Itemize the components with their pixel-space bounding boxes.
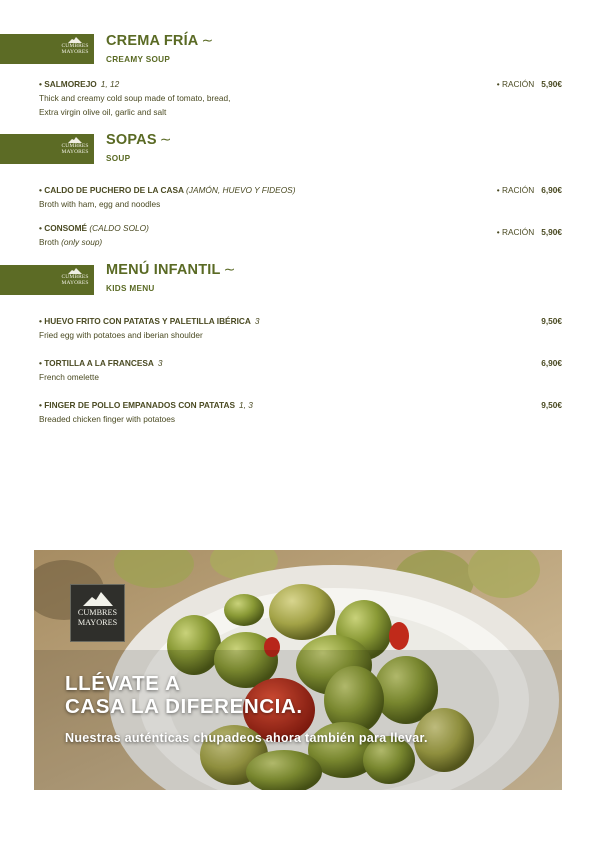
menu-item-price: 6,90€	[541, 358, 562, 368]
brand-logo-icon: CUMBRES MAYORES	[58, 136, 92, 162]
promo-text: Nuestras auténticas chupadeos ahora también para llevar.	[65, 731, 428, 745]
tilde-ornament-icon: ∼	[159, 131, 172, 147]
brand-logo-bar	[0, 265, 94, 295]
menu-item-description: Breaded chicken finger with potatoes	[39, 414, 176, 424]
menu-item-name: • CONSOMÉ (CALDO SOLO)	[39, 223, 149, 233]
menu-item-price: 9,50€	[541, 316, 562, 326]
promo-banner	[34, 550, 562, 790]
menu-item-description: Broth with ham, egg and noodles	[39, 199, 161, 209]
promo-headline: LLÉVATE A CASA LA DIFERENCIA.	[65, 672, 303, 718]
menu-item-price: • RACIÓN 5,90€	[496, 227, 562, 237]
cumbres-mayores-logo: CUMBRES MAYORES	[70, 584, 125, 642]
menu-item-name: • FINGER DE POLLO EMPANADOS CON PATATAS 1, 3	[39, 400, 253, 410]
brand-logo-bar	[0, 34, 94, 64]
brand-logo-icon: CUMBRES MAYORES	[58, 36, 92, 62]
menu-item-description: French omelette	[39, 372, 99, 382]
menu-item-price: • RACIÓN 5,90€	[496, 79, 562, 89]
menu-item-price: • RACIÓN 6,90€	[496, 185, 562, 195]
section-subtitle: SOUP	[106, 154, 131, 163]
tilde-ornament-icon: ∼	[201, 32, 214, 48]
tilde-ornament-icon: ∼	[223, 261, 236, 277]
menu-item-name: • CALDO DE PUCHERO DE LA CASA (JAMÓN, HUEVO Y FIDEOS)	[39, 185, 296, 195]
section-subtitle: KIDS MENU	[106, 284, 155, 293]
section-title: MENÚ INFANTIL ∼	[106, 261, 236, 278]
brand-logo-bar	[0, 134, 94, 164]
menu-item-name: • TORTILLA A LA FRANCESA 3	[39, 358, 163, 368]
menu-item-description: Fried egg with potatoes and iberian shoulder	[39, 330, 203, 340]
section-title: CREMA FRÍA ∼	[106, 32, 214, 49]
menu-item-name: • HUEVO FRITO CON PATATAS Y PALETILLA IBÉRICA 3	[39, 316, 260, 326]
menu-item-description: Broth (only soup)	[39, 237, 103, 247]
section-title: SOPAS ∼	[106, 131, 172, 148]
section-subtitle: CREAMY SOUP	[106, 55, 171, 64]
menu-item-name: • SALMOREJO 1, 12	[39, 79, 120, 89]
menu-item-price: 9,50€	[541, 400, 562, 410]
brand-logo-icon: CUMBRES MAYORES	[58, 267, 92, 293]
menu-item-description: Thick and creamy cold soup made of tomato, bread, Extra virgin olive oil, garlic and salt	[39, 93, 231, 117]
